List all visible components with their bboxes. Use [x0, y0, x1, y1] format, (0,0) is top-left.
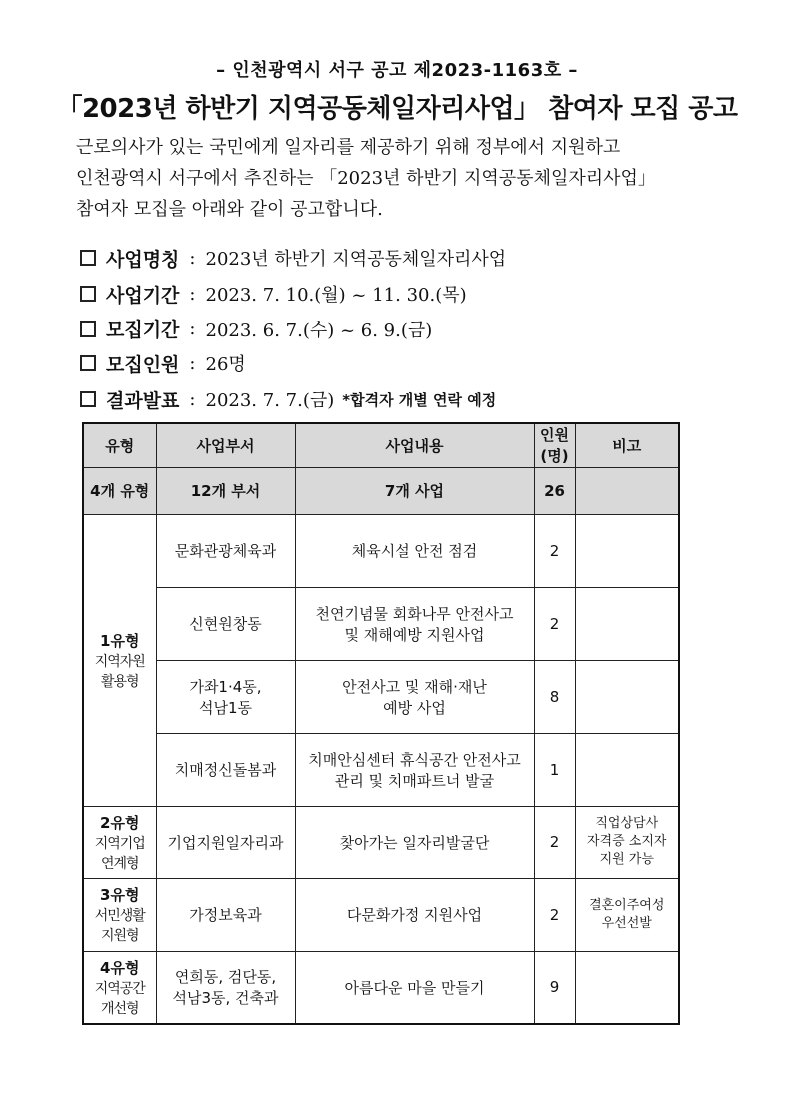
type-cell: [83, 514, 156, 806]
count-cell: 2: [534, 514, 575, 587]
info-list: [80, 240, 720, 417]
content-line: 다문화가정 지원사업: [346, 906, 483, 924]
count-cell: 2: [534, 587, 575, 660]
col-header-type: 유형: [83, 423, 156, 467]
remark-cell: [575, 806, 679, 878]
type-cell: [83, 951, 156, 1024]
col-header-count: [534, 423, 575, 467]
info-note: *합격자 개별 연락 예정: [342, 390, 497, 409]
col-header-content: 사업내용: [295, 423, 534, 467]
content-cell: [295, 733, 534, 806]
dept-line: 치매정신돌봄과: [174, 761, 277, 779]
content-line: 치매안심센터 휴식공간 안전사고: [308, 750, 521, 769]
content-line: 예방 사업: [383, 698, 446, 717]
type-name-line: 지원형: [100, 928, 139, 944]
content-cell: [295, 514, 534, 587]
dept-line: 석남3동, 건축과: [172, 989, 279, 1008]
content-line: 체육시설 안전 점검: [351, 542, 478, 560]
count-header-line: 인원: [540, 426, 569, 445]
info-item-recruit-count: [80, 345, 720, 381]
info-label: 사업기간: [106, 284, 180, 307]
table-row: [83, 514, 679, 587]
content-cell: [295, 951, 534, 1024]
type-name-line: 지역공간: [94, 980, 145, 997]
remark-cell: [575, 514, 679, 587]
content-cell: [295, 660, 534, 733]
count-cell: 2: [534, 878, 575, 951]
dept-line: 문화관광체육과: [174, 542, 277, 560]
table-row: [83, 733, 679, 806]
remark-cell: [575, 878, 679, 951]
summary-type: 4개 유형: [83, 467, 156, 514]
dept-line: 석남1동: [198, 698, 252, 717]
remark-line: 우선선발: [601, 915, 652, 931]
count-header-line: (명): [540, 447, 569, 466]
dept-line: 가좌1·4동,: [189, 677, 262, 696]
info-item-business-name: [80, 240, 720, 276]
info-value: 2023년 하반기 지역공동체일자리사업: [205, 249, 507, 270]
checkbox-square-icon: [80, 250, 96, 266]
content-line: 안전사고 및 재해·재난: [342, 677, 487, 696]
table-summary-row: [83, 467, 679, 514]
dept-line: 기업지원일자리과: [167, 833, 284, 852]
colon: :: [189, 283, 196, 305]
info-value: 2023. 7. 10.(월) ~ 11. 30.(목): [205, 285, 467, 306]
content-line: 관리 및 치매파트너 발굴: [334, 771, 495, 790]
content-line: 및 재해예방 지원사업: [344, 625, 485, 644]
info-label: 모집기간: [106, 319, 180, 341]
summary-remark: [575, 467, 679, 514]
content-cell: [295, 587, 534, 660]
type-number: 2유형: [100, 813, 140, 832]
checkbox-square-icon: [80, 286, 96, 302]
info-label: 모집인원: [106, 353, 180, 376]
count-cell: 2: [534, 806, 575, 878]
content-line: 찾아가는 일자리발굴단: [339, 833, 490, 852]
dept-cell: [156, 951, 295, 1024]
type-cell: [83, 806, 156, 878]
remark-line: 자격증 소지자: [587, 834, 667, 849]
colon: :: [189, 247, 196, 269]
remark-cell: [575, 951, 679, 1024]
type-name-line: 지역기업: [94, 835, 145, 852]
checkbox-square-icon: [80, 391, 96, 407]
dept-cell: [156, 878, 295, 951]
table-row: [83, 951, 679, 1024]
checkbox-square-icon: [80, 321, 96, 337]
type-name-line: 지역자원: [94, 653, 145, 670]
colon: :: [189, 352, 196, 374]
remark-cell: [575, 660, 679, 733]
summary-content: 7개 사업: [295, 467, 534, 514]
remark-cell: [575, 733, 679, 806]
type-number: 3유형: [100, 886, 140, 904]
info-value: 2023. 7. 7.(금): [205, 390, 335, 411]
table-header-row: [83, 423, 679, 467]
type-number: 4유형: [100, 958, 140, 977]
dept-cell: [156, 660, 295, 733]
info-label: 사업명칭: [106, 248, 180, 271]
info-label: 결과발표: [106, 389, 180, 412]
remark-line: 직업상담사: [595, 816, 659, 831]
content-cell: [295, 878, 534, 951]
intro-line: 참여자 모집을 아래와 같이 공고합니다.: [76, 199, 383, 220]
colon: :: [189, 388, 196, 410]
type-name-line: 연계형: [100, 855, 139, 872]
remark-cell: [575, 587, 679, 660]
info-item-recruit-period: [80, 312, 720, 345]
remark-line: 결혼이주여성: [589, 897, 665, 913]
type-name-line: 개선형: [100, 1000, 139, 1017]
table-row: [83, 878, 679, 951]
dept-cell: [156, 806, 295, 878]
type-name-line: 활용형: [100, 673, 139, 690]
colon: :: [189, 318, 196, 339]
intro-line: 인천광역시 서구에서 추진하는 「2023년 하반기 지역공동체일자리사업」: [76, 168, 656, 189]
content-cell: [295, 806, 534, 878]
table-row: [83, 806, 679, 878]
summary-dept: 12개 부서: [156, 467, 295, 514]
info-item-business-period: [80, 276, 720, 312]
notice-number: – 인천광역시 서구 공고 제2023-1163호 –: [216, 60, 578, 81]
info-item-result-announce: [80, 381, 720, 417]
recruit-table: [82, 422, 680, 1025]
remark-line: 지원 가능: [599, 852, 654, 867]
summary-count: 26: [534, 467, 575, 514]
type-cell: [83, 878, 156, 951]
table-row: [83, 587, 679, 660]
page-title: 「2023년 하반기 지역공동체일자리사업」 참여자 모집 공고: [56, 94, 738, 124]
count-cell: 1: [534, 733, 575, 806]
content-line: 아름다운 마을 만들기: [344, 978, 485, 997]
type-number: 1유형: [100, 631, 140, 650]
count-cell: 8: [534, 660, 575, 733]
dept-line: 신현원창동: [189, 615, 262, 633]
intro-paragraph: [76, 132, 706, 225]
info-value: 2023. 6. 7.(수) ~ 6. 9.(금): [205, 319, 433, 341]
dept-line: 연희동, 검단동,: [174, 968, 277, 987]
dept-cell: [156, 733, 295, 806]
dept-cell: [156, 514, 295, 587]
dept-cell: [156, 587, 295, 660]
dept-line: 가정보육과: [189, 906, 262, 924]
col-header-dept: 사업부서: [156, 423, 295, 467]
content-line: 천연기념물 회화나무 안전사고: [315, 604, 514, 623]
checkbox-square-icon: [80, 355, 96, 371]
info-value: 26명: [205, 354, 246, 375]
type-name-line: 서민생활: [94, 908, 145, 924]
count-cell: 9: [534, 951, 575, 1024]
table-row: [83, 660, 679, 733]
col-header-remark: 비고: [575, 423, 679, 467]
intro-line: 근로의사가 있는 국민에게 일자리를 제공하기 위해 정부에서 지원하고: [76, 137, 621, 158]
